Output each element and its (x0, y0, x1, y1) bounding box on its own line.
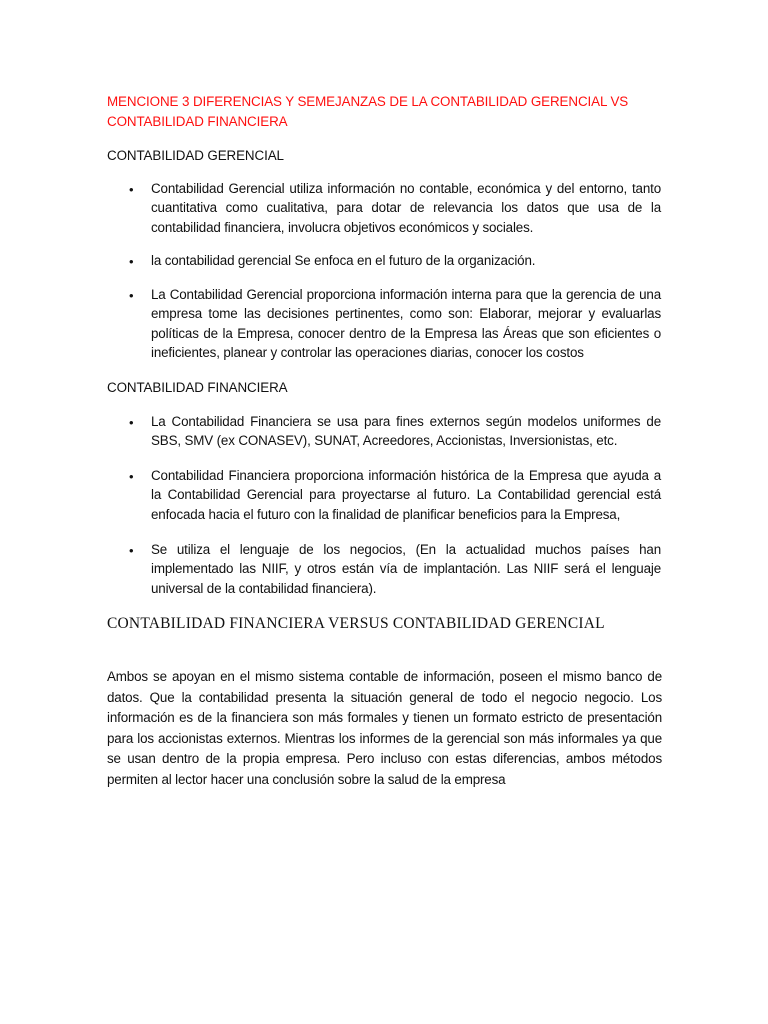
title-line-2: CONTABILIDAD FINANCIERA (107, 113, 288, 129)
financiera-item-3: Se utiliza el lenguaje de los negocios, (En la actualidad muchos países han implementado las NIIF, y otros están vía de implantación. Las NIIF será el lenguaje universal de la contabilidad financiera). (151, 542, 661, 596)
financiera-item-2: Contabilidad Financiera proporciona información histórica de la Empresa que ayuda a la Contabilidad Gerencial para proyectarse al futuro. La Contabilidad gerencial está enfocada hacia el futuro con la finalidad de planificar beneficios para la Empresa, (151, 468, 661, 522)
bullet-marker: • (129, 288, 134, 303)
gerencial-item-1: Contabilidad Gerencial utiliza información no contable, económica y del entorno, tanto cuantitativa como cualitativa, para dotar de relevancia los datos que usa de la contabilidad financiera, involucra objetivos económicos y sociales. (151, 181, 661, 235)
bullet-marker: • (129, 543, 134, 558)
section-heading-financiera: CONTABILIDAD FINANCIERA (107, 380, 288, 395)
bullet-marker: • (129, 415, 134, 430)
section-heading-gerencial: CONTABILIDAD GERENCIAL (107, 148, 284, 163)
bullet-marker: • (129, 469, 134, 484)
bullet-marker: • (129, 254, 134, 269)
title-line-1: MENCIONE 3 DIFERENCIAS Y SEMEJANZAS DE LA CONTABILIDAD GERENCIAL VS (107, 94, 629, 109)
gerencial-item-2: la contabilidad gerencial Se enfoca en el futuro de la organización. (151, 253, 536, 268)
gerencial-item-3: La Contabilidad Gerencial proporciona información interna para que la gerencia de una empresa tome las decisiones pertinentes, como son: Elaborar, mejorar y evaluarlas políticas de la Empresa, conocer dentro de la Empresa las Áreas que son eficientes o ineficientes, planear y controlar las operaciones diarias, conocer los costos (151, 287, 661, 361)
document-title (107, 92, 667, 131)
comparison-paragraph: Ambos se apoyan en el mismo sistema contable de información, poseen el mismo banco de datos. Que la contabilidad presenta la situación general de todo el negocio negocio. Los información es de la financiera son más formales y tienen un formato estricto de presentación para los accionistas externos. Mientras los informes de la gerencial son más informales ya que se usan dentro de la propia empresa. Pero incluso con estas diferencias, ambos métodos permiten al lector hacer una conclusión sobre la salud de la empresa (107, 669, 662, 787)
comparison-heading: CONTABILIDAD FINANCIERA VERSUS CONTABILIDAD GERENCIAL (107, 615, 605, 632)
financiera-item-1: La Contabilidad Financiera se usa para fines externos según modelos uniformes de SBS, SMV (ex CONASEV), SUNAT, Acreedores, Accionistas, Inversionistas, etc. (151, 414, 661, 449)
bullet-marker: • (129, 182, 134, 197)
